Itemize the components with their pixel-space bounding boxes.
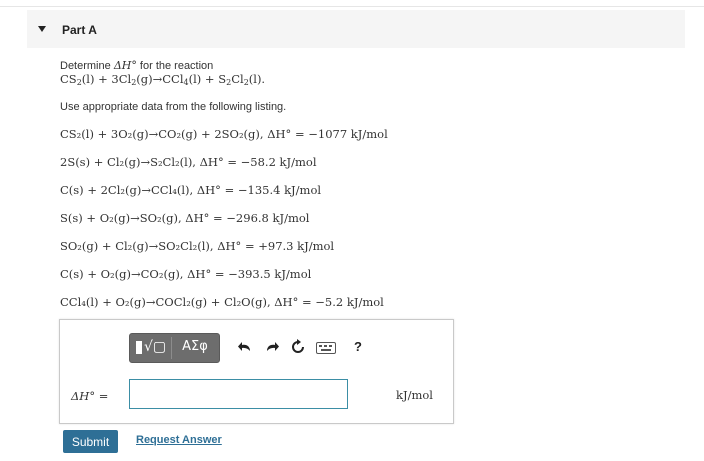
math-toolbar — [129, 333, 373, 361]
reaction-sub: 2 — [131, 78, 137, 87]
reaction-part: (l) + S — [188, 72, 227, 86]
data-reaction-7: CCl₄(l) + O₂(g)→COCl₂(g) + Cl₂O(g), ΔH° = −5.2 kJ/mol — [60, 295, 384, 309]
part-header[interactable] — [27, 10, 685, 48]
answer-panel — [59, 319, 454, 424]
reaction-sub: 2 — [76, 78, 82, 87]
keyboard-shape — [316, 342, 336, 354]
submit-button[interactable]: Submit — [63, 430, 118, 453]
data-reaction-2: 2S(s) + Cl₂(g)→S₂Cl₂(l), ΔH° = −58.2 kJ/mol — [60, 155, 317, 169]
reaction-part: Cl — [231, 72, 244, 86]
data-reaction-4: S(s) + O₂(g)→SO₂(g), ΔH° = −296.8 kJ/mol — [60, 211, 310, 225]
reaction-sub: 4 — [183, 78, 189, 87]
sqrt-icon: √▢ — [144, 339, 167, 355]
reaction-part: (g)→CCl — [136, 72, 184, 86]
instruction-text: Use appropriate data from the following listing. — [60, 101, 287, 113]
part-title: Part A — [62, 23, 97, 37]
help-button[interactable]: ? — [354, 339, 362, 354]
data-reaction-6: C(s) + O₂(g)→CO₂(g), ΔH° = −393.5 kJ/mol — [60, 267, 312, 281]
answer-input[interactable] — [129, 379, 348, 409]
data-reaction-5: SO₂(g) + Cl₂(g)→SO₂Cl₂(l), ΔH° = +97.3 kJ/mol — [60, 239, 335, 253]
collapse-caret-icon[interactable] — [38, 26, 46, 32]
reaction-sub: 2 — [226, 78, 232, 87]
reset-icon[interactable] — [287, 336, 309, 358]
unit-label: kJ/mol — [396, 388, 433, 402]
prompt-tail: for the reaction — [139, 60, 214, 72]
top-divider — [0, 6, 704, 7]
reaction-part: (l) + 3Cl — [81, 72, 132, 86]
answer-label — [71, 389, 108, 403]
template-button-group — [129, 333, 220, 363]
data-reaction-3: C(s) + 2Cl₂(g)→CCl₄(l), ΔH° = −135.4 kJ/mol — [60, 183, 322, 197]
data-reaction-1: CS₂(l) + 3O₂(g)→CO₂(g) + 2SO₂(g), ΔH° = −1077 kJ/mol — [60, 127, 388, 141]
undo-icon[interactable] — [234, 336, 256, 358]
delta-h-symbol: ΔH° — [113, 59, 137, 72]
redo-icon[interactable] — [261, 336, 283, 358]
question-prompt — [60, 59, 213, 72]
keyboard-icon[interactable] — [316, 336, 336, 358]
reaction-part: (l). — [248, 72, 266, 86]
toolbar-separator — [171, 337, 172, 359]
template-block-icon — [136, 341, 142, 354]
reaction-part: CS — [60, 72, 77, 86]
greek-symbols-button[interactable]: ΑΣφ — [182, 339, 208, 354]
templates-button[interactable] — [134, 338, 168, 358]
target-reaction — [60, 72, 265, 86]
reaction-sub: 2 — [243, 78, 249, 87]
answer-label-text: ΔH° = — [71, 389, 109, 403]
request-answer-link[interactable]: Request Answer — [136, 434, 222, 446]
prompt-text: Determine — [60, 60, 111, 72]
